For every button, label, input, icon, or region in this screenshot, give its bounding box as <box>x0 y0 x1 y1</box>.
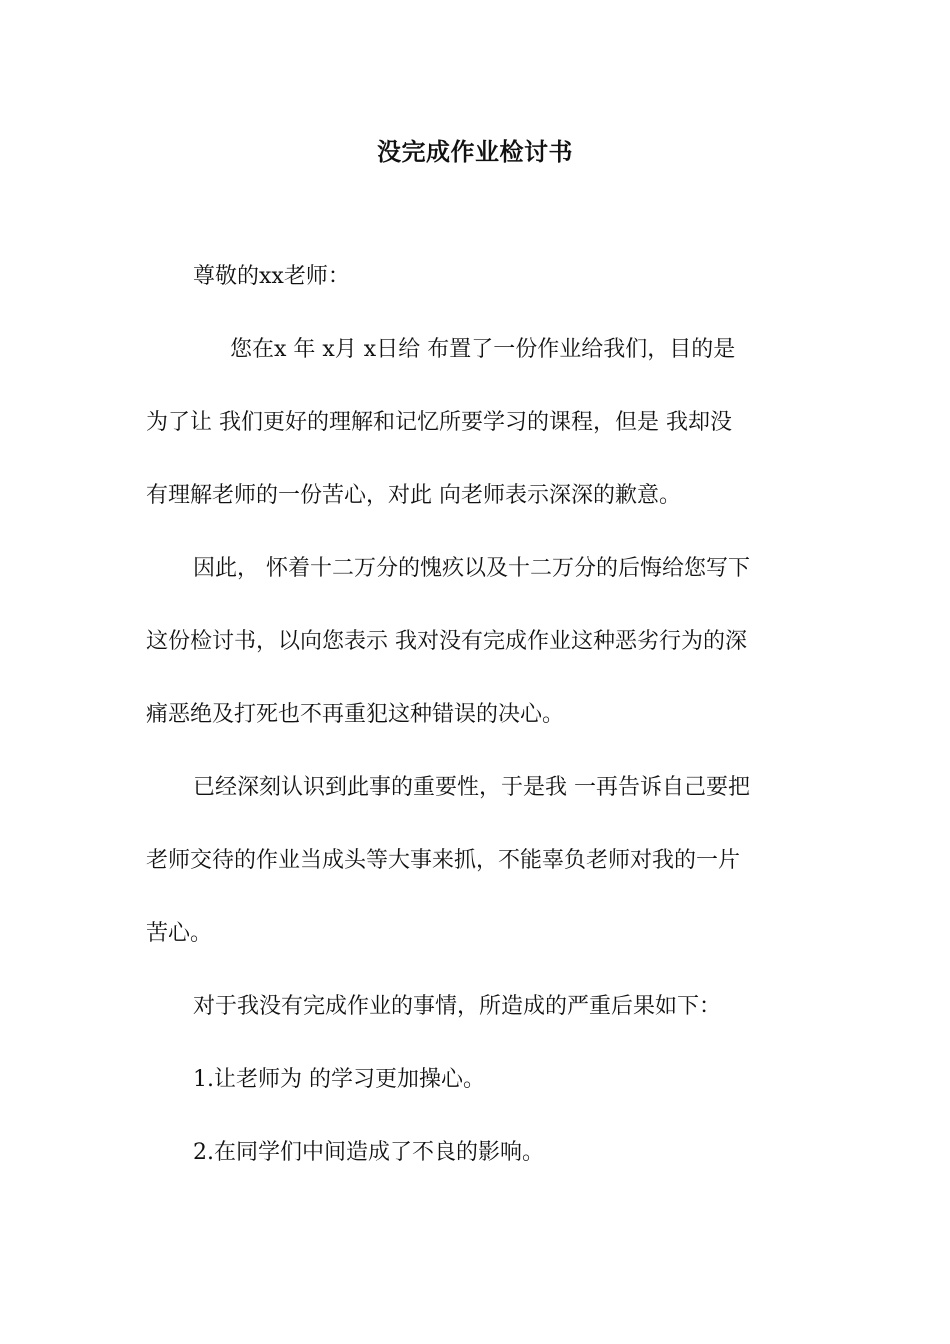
paragraph-1-line-2: 为了让 我们更好的理解和记忆所要学习的课程，但是 我却没 <box>146 410 732 435</box>
document-title: 没完成作业检讨书 <box>377 137 573 166</box>
salutation: 尊敬的xx老师： <box>193 264 350 289</box>
document-body <box>146 240 806 1189</box>
paragraph-1-line-1: 您在x 年 x月 x日给 布置了一份作业给我们，目的是 <box>230 337 736 362</box>
paragraph-1-line-3: 有理解老师的一份苦心，对此 向老师表示深深的歉意。 <box>146 483 681 508</box>
list-item-2: 2.在同学们中间造成了不良的影响。 <box>193 1140 544 1165</box>
paragraph-3-line-3: 苦心。 <box>146 921 213 946</box>
paragraph-2-line-3: 痛恶绝及打死也不再重犯这种错误的决心。 <box>146 702 565 727</box>
paragraph-3-line-1: 已经深刻认识到此事的重要性，于是我 一再告诉自己要把 <box>193 775 750 800</box>
paragraph-2-line-1: 因此， 怀着十二万分的愧疚以及十二万分的后悔给您写下 <box>193 556 750 581</box>
paragraph-2-line-2: 这份检讨书，以向您表示 我对没有完成作业这种恶劣行为的深 <box>146 629 747 654</box>
list-item-1: 1.让老师为 的学习更加操心。 <box>193 1067 485 1092</box>
paragraph-4-line-1: 对于我没有完成作业的事情，所造成的严重后果如下： <box>193 994 722 1019</box>
paragraph-3-line-2: 老师交待的作业当成头等大事来抓，不能辜负老师对我的一片 <box>146 848 741 873</box>
